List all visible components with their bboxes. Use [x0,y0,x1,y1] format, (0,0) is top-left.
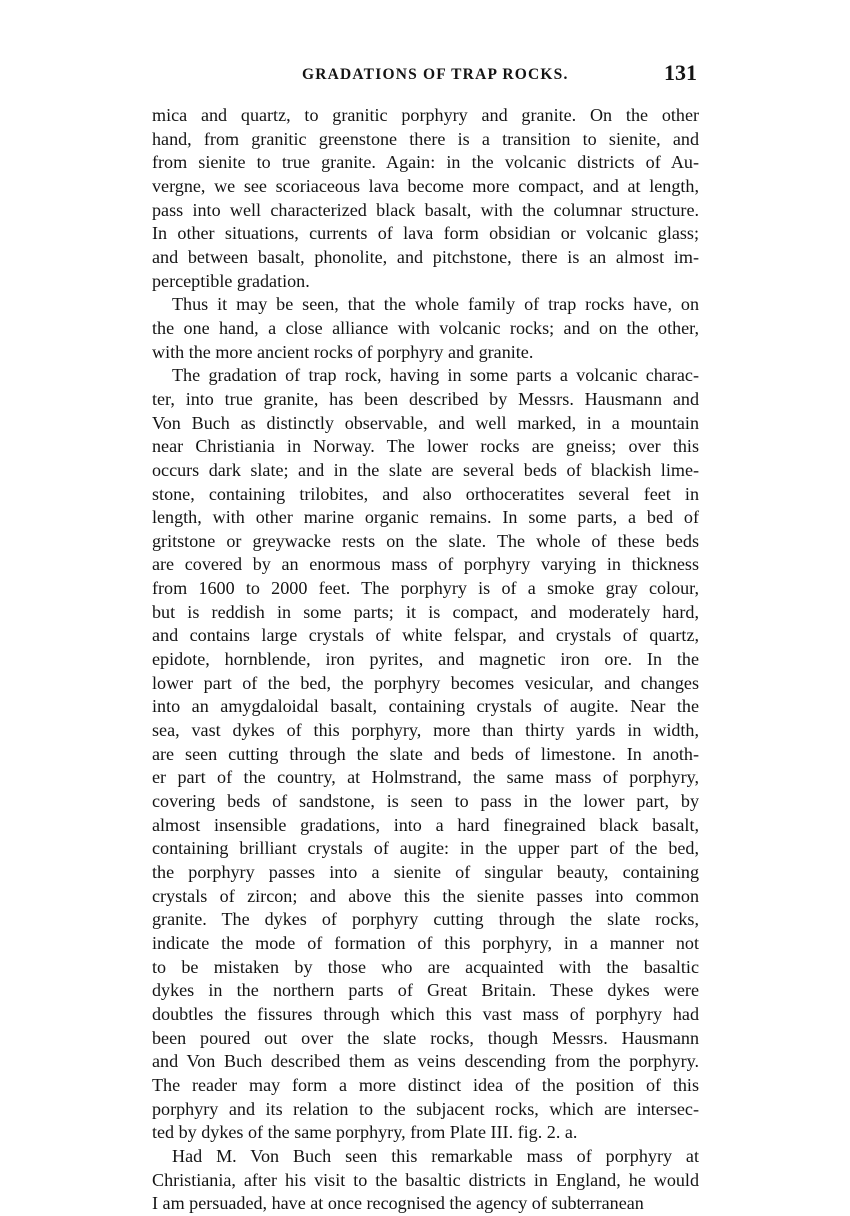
text-line: I am persuaded, have at once recognised the agency of subterranean [152,1193,644,1214]
body-text [152,104,699,1216]
paragraph [152,293,699,364]
text-line: but is reddish in some parts; it is compact, and moderately hard, [152,601,699,622]
running-head [152,60,699,90]
text-line: dykes in the northern parts of Great Britain. These dykes were [152,980,699,1001]
text-line: In other situations, currents of lava form obsidian or volcanic glass; [152,223,699,244]
text-line: are covered by an enormous mass of porphyry varying in thickness [152,554,699,575]
paragraph [152,364,699,1145]
text-line: to be mistaken by those who are acquainted with the basaltic [152,956,699,977]
text-line: been poured out over the slate rocks, though Messrs. Hausmann [152,1027,699,1048]
text-line: near Christiania in Norway. The lower rocks are gneiss; over this [152,436,699,457]
text-line: into an amygdaloidal basalt, containing crystals of augite. Near the [152,696,699,717]
paragraph [152,1145,699,1216]
text-line: stone, containing trilobites, and also orthoceratites several feet in [152,483,699,504]
text-line: vergne, we see scoriaceous lava become more compact, and at length, [152,175,699,196]
text-line: occurs dark slate; and in the slate are several beds of blackish lime- [152,459,699,480]
text-line: perceptible gradation. [152,270,310,291]
text-line: pass into well characterized black basalt, with the columnar structure. [152,199,699,220]
text-line: indicate the mode of formation of this porphyry, in a manner not [152,932,699,953]
text-line: from 1600 to 2000 feet. The porphyry is of a smoke gray colour, [152,578,699,599]
text-line: lower part of the bed, the porphyry becomes vesicular, and changes [152,672,699,693]
text-line: crystals of zircon; and above this the sienite passes into common [152,885,699,906]
text-line: sea, vast dykes of this porphyry, more than thirty yards in width, [152,720,699,741]
text-line: mica and quartz, to granitic porphyry and granite. On the other [152,105,699,125]
text-line: er part of the country, at Holmstrand, the same mass of porphyry, [152,767,699,788]
text-line: containing brilliant crystals of augite: in the upper part of the bed, [152,838,699,859]
text-line: granite. The dykes of porphyry cutting through the slate rocks, [152,909,699,930]
text-line: epidote, hornblende, iron pyrites, and magnetic iron ore. In the [152,649,699,670]
text-line: doubtles the fissures through which this vast mass of porphyry had [152,1003,699,1024]
page-number: 131 [664,60,697,85]
text-line: length, with other marine organic remains. In some parts, a bed of [152,507,699,528]
running-title: GRADATIONS OF TRAP ROCKS. [302,66,569,83]
text-line: are seen cutting through the slate and beds of limestone. In anoth- [152,743,699,764]
text-line: hand, from granitic greenstone there is a transition to sienite, and [152,128,699,149]
text-line: ted by dykes of the same porphyry, from Plate III. fig. 2. a. [152,1122,578,1143]
text-line: Von Buch as distinctly observable, and well marked, in a mountain [152,412,699,433]
text-line: from sienite to true granite. Again: in the volcanic districts of Au- [152,152,699,173]
text-line: gritstone or greywacke rests on the slate. The whole of these beds [152,530,699,551]
text-line: the one hand, a close alliance with volcanic rocks; and on the other, [152,317,699,338]
text-line: ter, into true granite, has been described by Messrs. Hausmann and [152,388,699,409]
text-line: Thus it may be seen, that the whole family of trap rocks have, on [172,294,699,315]
text-line: and Von Buch described them as veins descending from the porphyry. [152,1051,699,1072]
text-line: Christiania, after his visit to the basaltic districts in England, he would [152,1169,699,1190]
book-page [152,60,699,1216]
text-line: and between basalt, phonolite, and pitchstone, there is an almost im- [152,246,699,267]
text-line: The gradation of trap rock, having in some parts a volcanic charac- [172,365,699,386]
text-line: the porphyry passes into a sienite of singular beauty, containing [152,862,699,882]
text-line: and contains large crystals of white felspar, and crystals of quartz, [152,625,699,646]
paragraph [152,104,699,293]
text-line: covering beds of sandstone, is seen to pass in the lower part, by [152,791,699,812]
text-line: almost insensible gradations, into a hard finegrained black basalt, [152,814,699,835]
text-line: porphyry and its relation to the subjacent rocks, which are intersec- [152,1098,699,1119]
text-line: with the more ancient rocks of porphyry and granite. [152,341,534,362]
text-line: Had M. Von Buch seen this remarkable mass of porphyry at [172,1145,699,1166]
text-line: The reader may form a more distinct idea of the position of this [152,1074,699,1095]
